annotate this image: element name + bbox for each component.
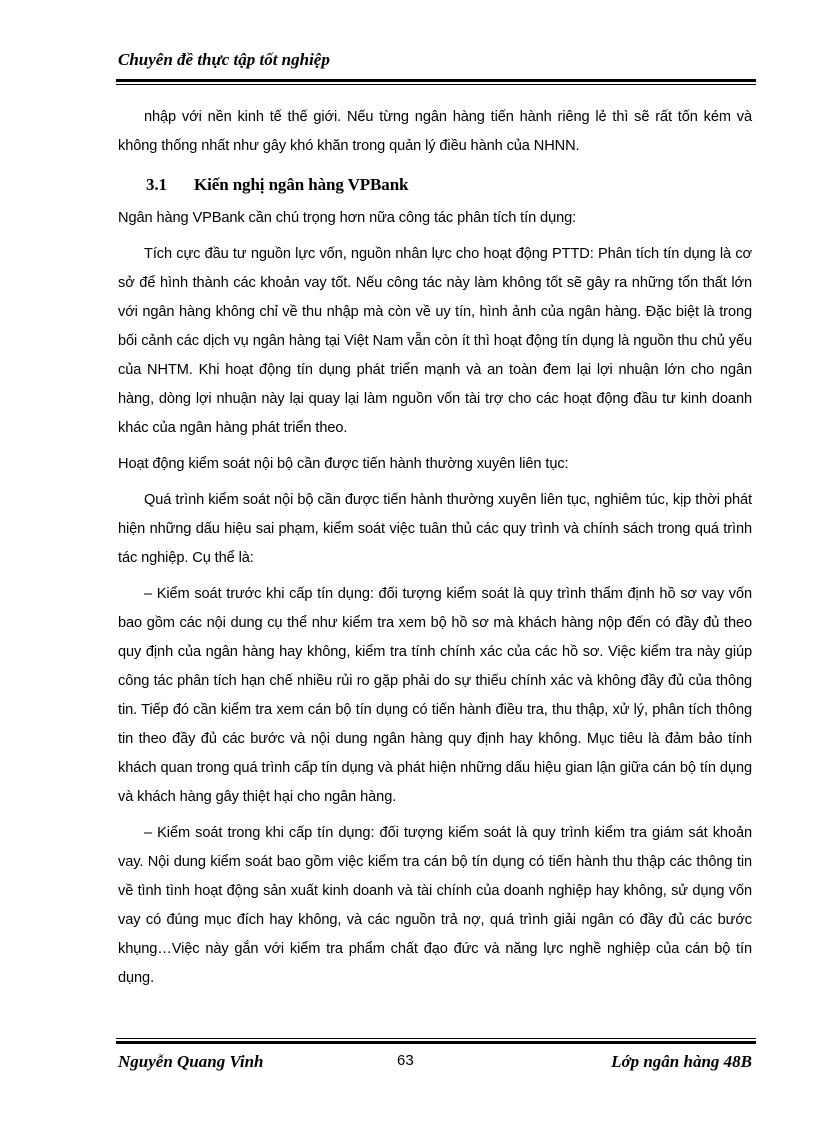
document-body	[118, 103, 752, 993]
footer-author: Nguyễn Quang Vinh	[118, 1052, 264, 1071]
paragraph: nhập với nền kinh tế thế giới. Nếu từng ngân hàng tiến hành riêng lẻ thì sẽ rất tốn kém và không thống nhất như gây khó khăn trong quản lý điều hành của NHNN.	[118, 109, 752, 154]
footer-class: Lớp ngân hàng 48B	[611, 1052, 752, 1071]
section-title: Kiến nghị ngân hàng VPBank	[194, 175, 409, 194]
list-item: – Kiểm soát trước khi cấp tín dụng: đối tượng kiểm soát là quy trình thẩm định hồ sơ vay vốn bao gồm các nội dung cụ thể như kiểm tra xem bộ hồ sơ mà khách hàng nộp đến có đầy đủ theo quy định của ngân hàng hay không, kiểm tra tính chính xác của các hồ sơ. Việc kiểm tra này giúp công tác phân tích hạn chế nhiều rủi ro gặp phải do sự thiếu chính xác và không đầy đủ của thông tin. Tiếp đó cần kiểm tra xem cán bộ tín dụng có tiến hành điều tra, thu thập, xử lý, phân tích thông tin theo đầy đủ các bước và nội dung ngân hàng quy định hay không. Mục tiêu là đảm bảo tính khách quan trong quá trình cấp tín dụng và phát hiện những dấu hiệu gian lận giữa cán bộ tín dụng và khách hàng gây thiệt hại cho ngân hàng.	[118, 586, 752, 805]
page-number: 63	[397, 1052, 414, 1069]
paragraph: Hoạt động kiểm soát nội bộ cần được tiến hành thường xuyên liên tục:	[118, 456, 569, 472]
section-heading	[118, 169, 752, 200]
header-rule-thin	[116, 84, 756, 85]
header-title: Chuyên đề thực tập tốt nghiệp	[118, 50, 330, 69]
list-item: – Kiểm soát trong khi cấp tín dụng: đối tượng kiểm soát là quy trình kiểm tra giám sát khoản vay. Nội dung kiểm soát bao gồm việc kiểm tra cán bộ tín dụng có tiến hành thu thập các thông tin về tình tình hoạt động sản xuất kinh doanh và tài chính của doanh nghiệp hay không, sử dụng vốn vay có đúng mục đích hay không, và các nguồn trả nợ, quá trình giải ngân có đầy đủ các bước khụng…Việc này gắn với kiểm tra phẩm chất đạo đức và năng lực nghề nghiệp của cán bộ tín dụng.	[118, 825, 752, 986]
header-rule	[116, 79, 756, 82]
section-number: 3.1	[146, 175, 167, 194]
paragraph: Quá trình kiểm soát nội bộ cần được tiến hành thường xuyên liên tục, nghiêm túc, kịp thời phát hiện những dấu hiệu sai phạm, kiểm soát việc tuân thủ các quy trình và chính sách trong quá trình tác nghiệp. Cụ thể là:	[118, 492, 752, 566]
footer	[118, 1052, 752, 1076]
paragraph: Ngân hàng VPBank cần chú trọng hơn nữa công tác phân tích tín dụng:	[118, 210, 577, 226]
paragraph: Tích cực đầu tư nguồn lực vốn, nguồn nhân lực cho hoạt động PTTD: Phân tích tín dụng là cơ sở để hình thành các khoản vay tốt. Nếu công tác này làm không tốt sẽ gây ra những tổn thất lớn với ngân hàng không chỉ về thu nhập mà còn về uy tín, hình ảnh của ngân hàng. Đặc biệt là trong bối cảnh các dịch vụ ngân hàng tại Việt Nam vẫn còn ít thì hoạt động tín dụng là nguồn thu chủ yếu của NHTM. Khi hoạt động tín dụng phát triển mạnh và an toàn đem lại lợi nhuận lớn cho ngân hàng, dòng lợi nhuận này lại quay lại làm nguồn vốn tài trợ cho các hoạt động đầu tư kinh doanh khác của ngân hàng phát triển theo.	[118, 246, 752, 436]
footer-rule-thin	[116, 1038, 756, 1039]
footer-rule	[116, 1041, 756, 1044]
